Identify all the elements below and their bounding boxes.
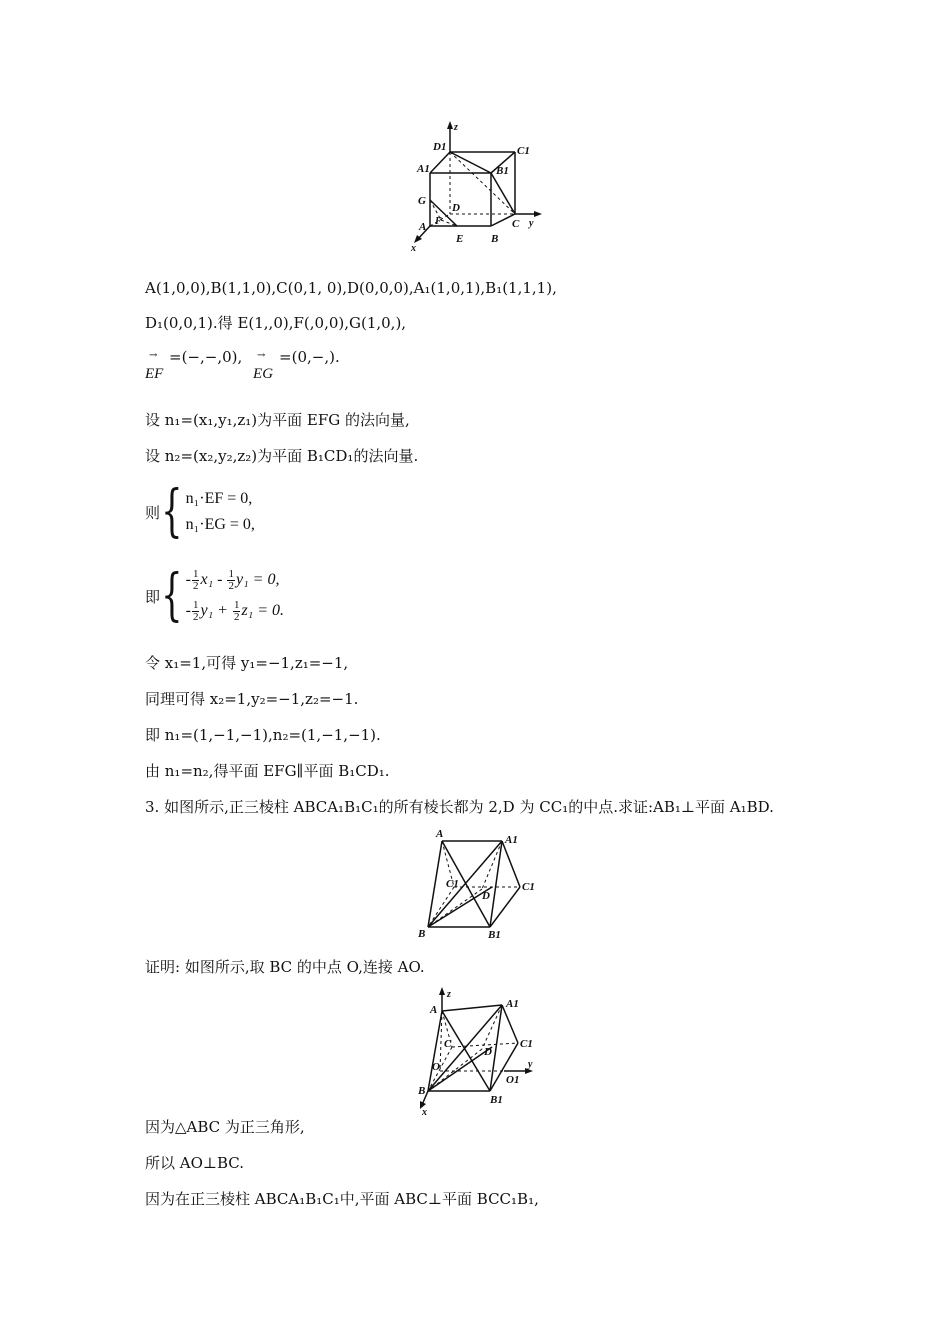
normal1-line: 设 n₁=(x₁,y₁,z₁)为平面 EFG 的法向量,	[145, 411, 410, 429]
sys1-eq1: n₁·EF = 0,	[185, 490, 253, 507]
prism1-label-b: B	[418, 928, 426, 940]
then-label: 则	[145, 503, 161, 522]
sys1-eq2: n₁·EG = 0,	[185, 516, 255, 533]
cube-label-c1: C1	[517, 145, 530, 157]
cube-label-z: z	[454, 122, 458, 133]
problem-3: 3. 如图所示,正三棱柱 ABCA₁B₁C₁的所有棱长都为 2,D 为 CC₁的中点.求证:AB₁⊥平面 A₁BD.	[145, 798, 774, 816]
vec-ef-label: EF	[145, 366, 164, 382]
prism2-label-x: x	[422, 1107, 427, 1117]
cube-label-e: E	[456, 233, 464, 245]
equation-system-2: 即 { - $\frac{1}{2}$ x₁ - $\frac{1}{2}$ y₁ = 0, - $\frac{1}{2}$ y₁ + $\frac{1}{2}$ z₁ = 0.	[145, 563, 285, 628]
cube-label-g: G	[418, 195, 426, 207]
prism2-label-z: z	[447, 989, 451, 1000]
cube-label-x: x	[411, 243, 416, 253]
prism2-label-b: B	[418, 1085, 426, 1097]
coords-line-1: A(1,0,0),B(1,1,0),C(0,1, 0),D(0,0,0),A₁(1,0,1),B₁(1,1,1),	[145, 279, 557, 297]
prism2-label-o1: O1	[506, 1074, 520, 1086]
left-brace: {	[161, 479, 183, 544]
let-line: 令 x₁=1,可得 y₁=−1,z₁=−1,	[145, 654, 349, 672]
prism2-label-a: A	[430, 1004, 438, 1016]
prism2-label-d: D	[484, 1046, 492, 1058]
prism2-label-b1: B1	[490, 1094, 503, 1106]
left-brace: {	[161, 563, 183, 628]
triangle-line: 因为△ABC 为正三角形,	[145, 1118, 305, 1136]
sys2-eq2-b: z₁ = 0.	[241, 602, 285, 620]
prism2-label-a1: A1	[506, 998, 519, 1010]
prism1-label-a: A	[436, 828, 444, 840]
cube-label-d1: D1	[433, 141, 447, 153]
cube-label-c: C	[512, 218, 520, 230]
perp-line: 所以 AO⊥BC.	[145, 1154, 245, 1172]
vector-line	[145, 348, 340, 382]
prism-figure	[412, 827, 542, 942]
sys2-eq1-b: y₁ = 0,	[235, 571, 280, 589]
cube-label-b1: B1	[496, 165, 509, 177]
cube-label-d: D	[452, 202, 460, 214]
normal2-line: 设 n₂=(x₂,y₂,z₂)为平面 B₁CD₁的法向量.	[145, 447, 419, 465]
similar-line: 同理可得 x₂=1,y₂=−1,z₂=−1.	[145, 690, 359, 708]
cube-label-a: A	[419, 221, 427, 233]
ie-label: 即	[145, 587, 161, 606]
arrow-icon: →	[149, 350, 158, 361]
prism2-label-c: C	[444, 1038, 452, 1050]
result-line: 即 n₁=(1,−1,−1),n₂=(1,−1,−1).	[145, 726, 381, 744]
prism1-label-c1: C1	[522, 881, 535, 893]
sys2-eq1-a: x₁ -	[200, 571, 223, 589]
prism1-label-a1: A1	[505, 834, 518, 846]
cube-label-b: B	[491, 233, 499, 245]
prism-axes-figure	[410, 987, 545, 1117]
vec-eg-label: EG	[253, 366, 274, 382]
conclusion-line: 由 n₁=n₂,得平面 EFG∥平面 B₁CD₁.	[145, 762, 390, 780]
cube-label-y: y	[529, 218, 534, 229]
equation-system-1	[145, 479, 255, 544]
proof-start: 证明: 如图所示,取 BC 的中点 O,连接 AO.	[145, 958, 425, 976]
prism1-label-d: D	[482, 890, 490, 902]
cube-figure	[405, 118, 555, 253]
plane-line: 因为在正三棱柱 ABCA₁B₁C₁中,平面 ABC⊥平面 BCC₁B₁,	[145, 1190, 539, 1208]
prism2-label-o: O	[432, 1061, 440, 1073]
arrow-icon: →	[257, 350, 266, 361]
prism2-label-y: y	[528, 1059, 533, 1070]
vec-eg-value: =(0,−,).	[279, 348, 340, 366]
coords-line-2: D₁(0,0,1).得 E(1,,0),F(,0,0),G(1,0,),	[145, 314, 407, 332]
cube-label-f: F	[435, 216, 442, 227]
prism1-label-c1-left: C1	[446, 878, 459, 890]
prism2-label-c1: C1	[520, 1038, 533, 1050]
sys2-eq2-a: y₁ +	[200, 602, 228, 620]
vec-ef-value: =(−,−,0),	[169, 348, 243, 366]
prism1-label-b1: B1	[488, 929, 501, 941]
cube-label-a1: A1	[417, 163, 430, 175]
